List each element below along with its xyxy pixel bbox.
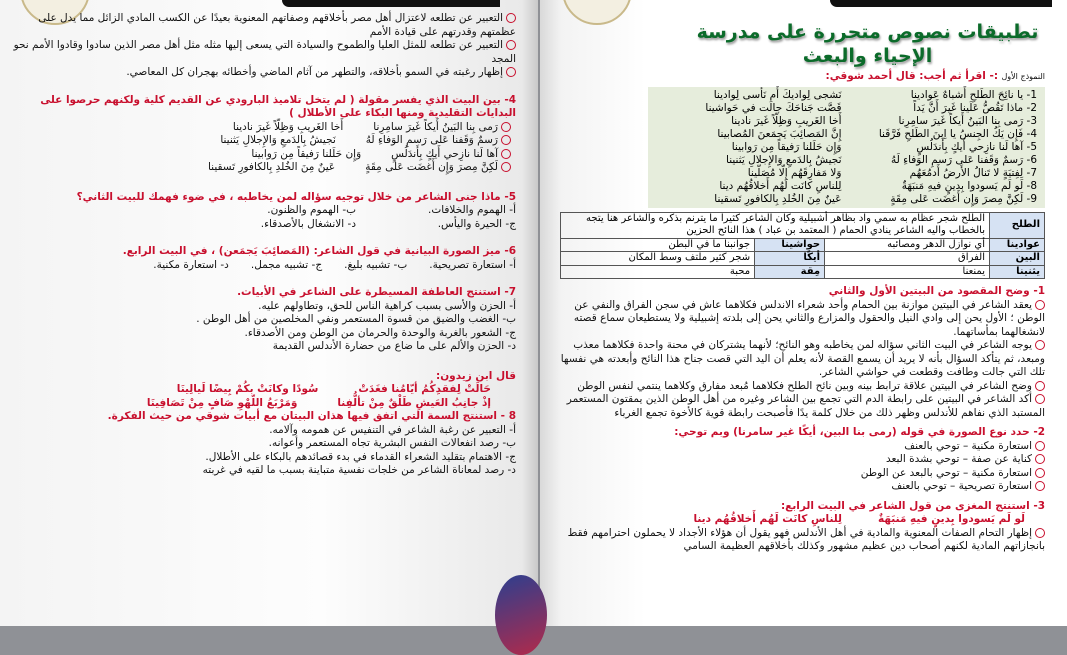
left-page xyxy=(0,0,538,626)
question-6: 6- ميز الصورة البيانية في قول الشاعر: (المَصائِبَ يَجمَعن) ، في البيت الرابع. xyxy=(122,245,516,257)
vocabulary-table: الطلح الطلح شجر عظام به سمي واد بظاهر أشبيلية وكان الشاعر كثيرا ما يترنم بذكره والشاعر هنا يتجه بالخطاب واليه الشاعر ينادي الحمام ( المعتمد بن عباد ) هذا النائح الحزين عوادينا أي نوازل الدهر ومصائبه حواشينا جوانبنا ما في البطن البين الفراق أيكًا شجر كثير ملتف وسط المكان يثنينا يمنعنا مِقة محبة xyxy=(560,212,1045,280)
q7-options: أ- الحزن والأسى بسبب كراهية الناس للحق، وتطاولهم عليه. ب- الغضب والضيق من قسوة المستعمر ونفي المخلصين من أهل الوطن . ج- الشعور بالغربة والوحدة والحرمان من الوطن ومن الأصدقاء. د- الحزن والألم على ما ضاع من حضارة الأندلس القديمة xyxy=(196,299,516,352)
q2-options: استعارة مكنية – توحي بالعنف كناية عن صفة – توحي بشدة البعد استعارة مكنية – توحي بالبعد عن الوطن استعارة تصريحية – توحي بالعنف xyxy=(560,440,1045,494)
ibn-zaydun-verses: حَالَتْ لِفقدِكُمُ أيّامُنا فغَدَتْ سُودًا وكانَتْ بكُمْ بِيضًا لَيالِينَا إذْ جانِبُ العَيشِ طَلْقٌ مِنْ تألُّفِنا وَمَرْبَعُ اللّهْوِ صَافٍ مِنْ تَصَافِينَا xyxy=(146,383,491,409)
header-bar xyxy=(830,0,1052,7)
q5-options: أ- الهموم والخلافات. ب- الهموم والظنون. ج- الحيرة واليأس. د- الانشغال بالأصدقاء. xyxy=(260,204,516,230)
question-4: 4- بين البيت الذي يفسر مقولة ( لم يتخل تلاميذ البارودي عن القديم كلية ولكنهم حرصوا على البدايات التقليدية ومنها البكاء على الأطلال ) xyxy=(40,93,516,119)
q3-verse: لَو لَم يَسودوا بِدينٍ فيهِ مَنبَهَةٌ لِلناسِ كانَت لَهُم أَخلاقُهُم دينا xyxy=(693,513,1025,525)
q3-option-1: إظهار التحام الصفات المعنوية والمادية في أهل الأندلس فهو يقول أن هؤلاء الأجداد لا يحملون احترامهم فقط بانجازاتهم المادية لكنهم أصحاب دين عظيم مشهور وكذلك بأخلاقهم العظيمة السامي xyxy=(567,526,1045,552)
question-3: 3- استنتج المغزى من قول الشاعر في البيت الرابع: xyxy=(780,499,1045,512)
question-2: 2- حدد نوع الصورة في قوله (رمى بنا البين، أيكًا غير سامرنا) وبم توحي: xyxy=(674,426,1045,438)
question-5: 5- ماذا جنى الشاعر من خلال توجيه سؤاله لمن يخاطبه ، في ضوء فهمك للبيت الثاني؟ xyxy=(76,190,516,203)
question-7: 7- استنتج العاطفة المسيطرة على الشاعر في الأبيات. xyxy=(237,286,516,298)
header-bar xyxy=(282,0,500,7)
ministry-logo xyxy=(562,0,632,25)
prev-options: التعبير عن تطلعه لاعتزال أهل مصر بأخلاقهم وصفاتهم المعنوية بعيدًا عن الكسب المادي الزائل مما يدل على عظمتهم وقدرتهم على قيادة الأمم التعبير عن تطلعه للمثل العليا والطموح والسيادة التي يسعى إليها مثله مثل أهل مصر الذين سادوا وقادوا الأمم نحو المجد إظهار رغبته في السمو بأخلاقه، والتطهر من آثام الماضي وأخطائه بهجران كل المعاصي. xyxy=(13,12,516,78)
model-instruction: النموذج الأول :- اقرأ ثم أجب: قال أحمد شوقي: xyxy=(825,70,1045,82)
q6-options: أ- استعارة تصريحية. ب- تشبيه بليغ. ج- تشبيه مجمل. د- استعارة مكنية. xyxy=(153,258,516,271)
page-title: تطبيقات نصوص متحررة على مدرسة الإحياء والبعث xyxy=(696,21,1039,67)
question-1: 1- وضح المقصود من البيتين الأول والثاني xyxy=(828,285,1045,297)
q4-options: رَمى بِنا البَينُ أَيكاً غَيرَ سامِرِنا أَخا الغَريبِ وَظِلّاً غَيرَ نادينا رَسمٌ وَقَفنا عَلى رَسمِ الوَفاءِ لَهُ نَجيشُ بِالدَمعِ وَالإِجلالِ يَثنينا آها لَنا نازِحي أَيكٍ بِأَندَلُسٍ وَإِن حَلَلنا رَفيقاً مِن رَوابينا لَكِنَّ مِصرَ وَإِن أَغضَت عَلى مِقَةٍ عَينٌ مِنَ الخُلدِ بِالكافورِ تَسقينا xyxy=(10,121,511,175)
poem-box: 1- يا نائِحَ الطَلحِ أَشباهٌ عَوادينا نَشجى لِواديكَ أَم نَأسى لِوادينا 2- ماذا تَقُصُّ عَلَينا غَيرَ أَنَّ يَداً قَصَّت جَناحَكَ جالَت في حَواشينا 3- رَمى بِنا البَينُ أَيكاً غَيرَ سامِرِنا أَخا الغَريبِ وَظِلّاً غَيرَ نادينا 4- فَإِن يَكُ الجِنسُ يا اِبنَ الطَلحِ فَرَّقَنا إِنَّ المَصائِبَ يَجمَعنَ المُصابينا 5- آها لَنا نازِحي أَيكٍ بِأَندَلُسٍ وَإِن حَلَلنا رَفيقاً مِن رَوابينا 6- رَسمٌ وَقَفنا عَلى رَسمِ الوَفاءِ لَهُ نَجيشُ بِالدَمعِ وَالإِجلالِ يَثنينا 7- لِفِتيَةٍ لا تَنالُ الأَرضُ أَدمُعَهُم وَلا مَفارِقَهُم إِلّا مُصَلّينا 8- لَو لَم يَسودوا بِدينٍ فيهِ مَنبَهَةٌ لِلناسِ كانَت لَهُم أَخلاقُهُم دينا 9- لَكِنَّ مِصرَ وَإِن أَغضَت عَلى مِقَةٍ عَينٌ مِنَ الخُلدِ بِالكافورِ تَسقينا xyxy=(648,87,1045,208)
q8-options: أ- التعبير عن رغبة الشاعر في التنفيس عن همومه وآلامه. ب- رصد انفعالات النفس البشرية تجاه المستعمر وأعوانه. ج- الاهتمام بتقليد الشعراء القدماء في بدء قصائدهم بالبكاء على الأطلال. د- رصد لمعاناة الشاعر من خلجات نفسية متباينة بسبب ما لقيه في غربته xyxy=(202,423,516,476)
ibn-zaydun-label: قال ابن زيدون: xyxy=(436,369,516,382)
decorative-swoosh xyxy=(495,575,547,655)
right-page xyxy=(540,0,1067,626)
q1-options: يعقد الشاعر في البيتين موازنة بين الحمام وأحد شعراء الاندلس فكلاهما عاش في سجن الفراق والنفي عن الوطن ؛ الأول يحن إلى وادي النيل والحقول والمزارع والثاني يحن إلى بلدته إشبيلية ولا يستطيعان سماع قصته لانشغالهما بمأساتهما. يوجه الشاعر في البيت الثاني سؤاله لمن يخاطبه وهو النائح؛ لأنهما يشتركان في محنة واحدة فكلاهما معذب ومبعد، ثم يتأكد السؤال بأنه لا يريد أن يسمع القصة لأنه يعلم أن اليد التي قصت جناح هذا النائح وأبعدته هي نفسها تلك التي جالت وطافت وقطعت في حواشي الشاعر. وضح الشاعر في البيتين علاقة ترابط بينه وبين نائح الطلح فكلاهما مُبعد مفارق وكلاهما ينتمي لنفس الوطن أكد الشاعر في البيتين على رابطة الدم التي تجمع بين الشاعر وغيره من أهل الوطن الذين يمقتون المستعمر المستبد الذي نفاهم للأندلس وظهر ذلك من خلال كلمة يدًا فأصبحت رابطة قوية كالأخوة تجمع الغرباء xyxy=(560,298,1045,419)
question-8: 8 - استنتج السمة التي اتفق فيها هذان البيتان مع أبيات شوقي من حيث الفكرة. xyxy=(107,410,516,422)
